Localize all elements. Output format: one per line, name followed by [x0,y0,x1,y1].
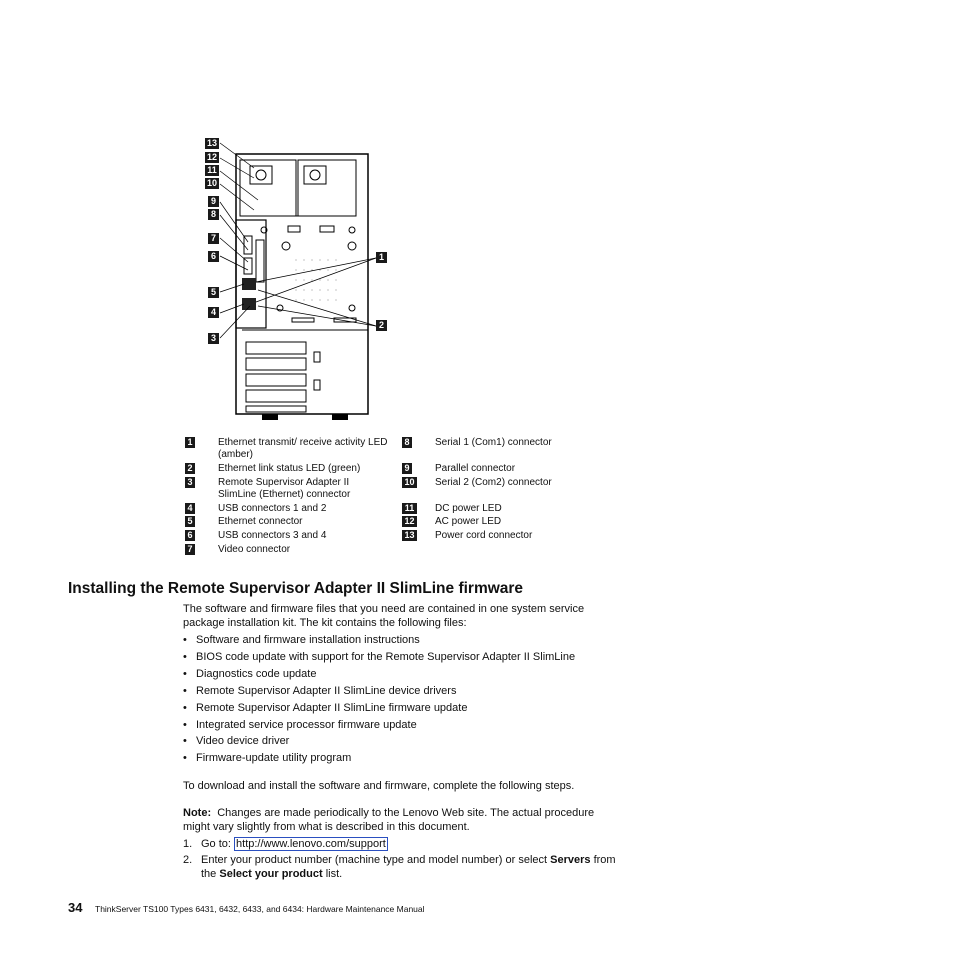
legend-number: 5 [185,516,195,527]
step-1 [183,838,623,852]
legend-number: 4 [185,503,195,514]
list-item: • Diagnostics code update [183,668,317,680]
legend-text: Video connector [218,544,291,555]
server-rear-view-figure [196,130,396,426]
legend-number: 11 [402,503,417,514]
legend-number: 1 [185,437,195,448]
callout-12: 12 [206,152,217,162]
footer-title: ThinkServer TS100 Types 6431, 6432, 6433, and 6434: Hardware Maintenance Manual [95,904,425,914]
list-item: • Integrated service processor firmware update [183,719,417,731]
note-text: Changes are made periodically to the Lenovo Web site. The actual procedure might vary slightly from what is described in this document. [183,807,595,833]
legend-number: 3 [185,477,195,488]
legend-text: USB connectors 3 and 4 [218,530,327,541]
download-paragraph: To download and install the software and firmware, complete the following steps. [183,780,575,792]
note-label: Note: [183,807,212,819]
callout-8: 8 [208,209,219,220]
legend-number: 2 [185,463,195,474]
list-item: • BIOS code update with support for the Remote Supervisor Adapter II SlimLine [183,651,576,663]
callout-10: 10 [206,178,217,188]
callout-4: 4 [208,307,219,318]
callout-13: 13 [206,138,217,148]
step-2 [183,854,623,882]
legend-number: 8 [402,437,412,448]
legend-number: 7 [185,544,195,555]
list-item: • Firmware-update utility program [183,752,352,764]
legend-text: Ethernet connector [218,516,303,527]
callout-11: 11 [205,165,219,176]
callout-3: 3 [208,333,219,344]
list-item: • Software and firmware installation instructions [183,634,420,646]
section-title: Installing the Remote Supervisor Adapter II SlimLine firmware [68,580,524,597]
callout-7: 7 [208,233,219,244]
list-item: • Remote Supervisor Adapter II SlimLine device drivers [183,685,457,697]
legend-text: DC power LED [435,503,502,514]
callout-9: 9 [208,196,219,207]
legend-number: 10 [402,477,417,488]
callout-5: 5 [208,287,219,298]
legend-number: 12 [402,516,417,527]
legend-text: Ethernet link status LED (green) [218,463,361,474]
server-rear-diagram [196,130,396,426]
legend-text: Remote Supervisor Adapter II SlimLine (Ethernet) connector [218,477,351,500]
intro-paragraph: The software and firmware files that you need are contained in one system service package installation kit. The kit contains the following files: [183,603,585,629]
callout-2: 2 [376,320,387,331]
list-item: • Remote Supervisor Adapter II SlimLine firmware update [183,702,468,714]
legend-number: 9 [402,463,412,474]
list-item: • Video device driver [183,735,290,747]
note-paragraph [183,807,623,834]
legend-text: Power cord connector [435,530,533,541]
legend-number: 6 [185,530,195,541]
callout-1: 1 [376,252,387,263]
step-text: Go to: [201,838,231,850]
lenovo-support-link[interactable]: http://www.lenovo.com/support [236,838,386,850]
callout-6: 6 [208,251,219,262]
step-number: 2. [183,854,193,866]
page-number: 34 [68,900,83,915]
step-number: 1. [183,838,193,850]
legend-text: Serial 1 (Com1) connector [435,437,552,448]
legend-number: 13 [402,530,417,541]
legend-text: Parallel connector [435,463,516,474]
step-text: Enter your product number (machine type and model number) or select Servers from the Select your product list. [201,854,616,880]
legend-text: Ethernet transmit/ receive activity LED (amber) [218,437,388,460]
legend-text: Serial 2 (Com2) connector [435,477,552,488]
legend-text: AC power LED [435,516,502,527]
legend-text: USB connectors 1 and 2 [218,503,327,514]
